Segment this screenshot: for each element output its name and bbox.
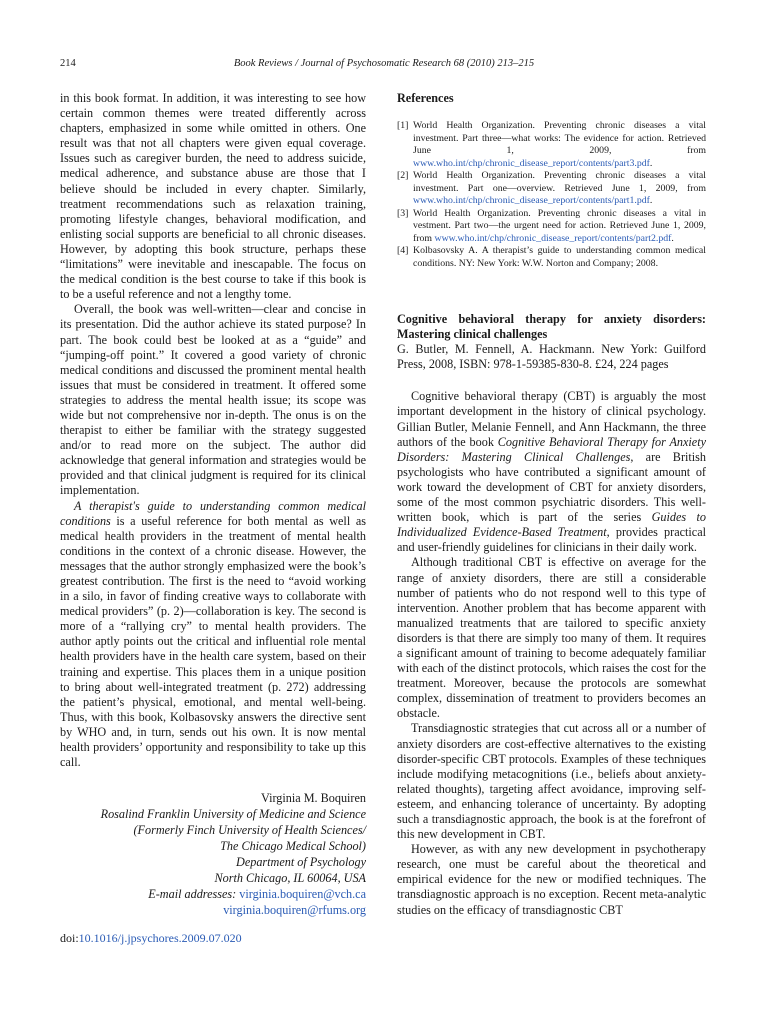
review-paragraph-1	[397, 389, 706, 555]
reference-number: [1]	[397, 120, 409, 131]
running-head: Book Reviews / Journal of Psychosomatic Research 68 (2010) 213–215	[233, 58, 535, 69]
review-paragraph-3: Transdiagnostic strategies that cut across all or a number of anxiety disorders are cost-effective alternatives to the existing disorder-specific CBT protocols. Examples of these techniques include modifying metacognitions (i.e., beliefs about anxiety-related thoughts), targeting affect avoidance, improving self-esteem, and enhancing tolerance of uncertainty. By adopting such a transdiagnostic approach, the book is at the forefront of this new development in CBT.	[397, 721, 706, 842]
reference-item	[397, 120, 706, 170]
review-p1-text-b: , are British psychologists who have contributed a significant amount of work toward the development of CBT for anxiety disorders, some of the most common psychiatric disorders. This well-written book, which is part of the series	[397, 449, 706, 525]
affiliation-line-2: (Formerly Finch University of Health Sciences/	[133, 823, 366, 838]
reference-text: World Health Organization. Preventing chronic diseases a vital in vestment. Part two—the urgent need for action. Retrieved June 1, 2009, from	[413, 207, 706, 244]
department: Department of Psychology	[236, 855, 366, 870]
author-name: Virginia M. Boquiren	[261, 791, 366, 806]
book-title: A therapist's guide to understanding common medical conditions	[60, 498, 366, 528]
reference-end: .	[649, 157, 653, 169]
doi-label: doi:	[60, 931, 79, 946]
paragraph-1: in this book format. In addition, it was interesting to see how certain common themes were treated differently across chapters, emphasized in some while omitted in others. One result was that not all chapters were given equal coverage. Issues such as caregiver burden, the need to address suicide, medical adherence, and substance abuse are those that I believe should be included in every chapter. Similarly, treatment recommendations such as relaxation training, promoting lifestyle changes, behavioral modification, and enlisting social supports are beneficial to all chronic diseases. However, by adopting this book structure, perhaps these “limitations” were inevitable and inescapable. The focus on the medical condition is the best course to take if this book is to be a useful reference and not a lengthy tome.	[60, 91, 366, 302]
reference-link[interactable]: www.who.int/chp/chronic_disease_report/contents/part3.pdf	[413, 157, 650, 169]
reference-end: .	[649, 195, 653, 206]
reference-item	[397, 245, 706, 270]
paragraph-2: Overall, the book was well-written—clear and concise in its presentation. Did the author achieve its stated purpose? In part. The book could best be looked at as a “guide” and “jumping-off point.” It covered a good variety of chronic medical conditions and discussed the prominent mental health issues that must be considered in treatment. It offered some strategies to address the mental health issue; its scope was wide but not comprehensive nor in-depth. The onus is on the therapist to either be familiar with the strategy suggested and/or to read more on the subject. The author did acknowledge that general information and strategies would be provided and that clinical judgment is required for its clinical implementation.	[60, 302, 366, 498]
email-line-2	[60, 902, 366, 918]
reference-link[interactable]: www.who.int/chp/chronic_disease_report/contents/part2.pdf	[434, 232, 672, 244]
signature-block	[60, 790, 366, 918]
affiliation-line-1: Rosalind Franklin University of Medicine and Science	[100, 807, 366, 822]
email-line-1	[60, 886, 366, 902]
paragraph-3-text: is a useful reference for both mental as well as medical health providers in the treatment of mental health conditions in the context of a chronic disease. However, the messages that the author strongly emphasized were the book’s greatest contribution. The first is the need to “avoid working in a silo, in favor of finding creative ways to collaborate with medical providers” (p. 2)—collaboration is key. The second is more of a “rallying cry” to mental health providers. The author aptly points out the critical and influential role mental health providers have in the health care system, based on their training and expertise. This places them in a unique position to bring about well-integrated treatment (p. 272) addressing the patient’s physical, emotional, and mental well-being. Thus, with this book, Kolbasovsky answers the directive sent by WHO and, in turn, sends out his own. It is now mental health providers’ opportunity and responsibility to take up this call.	[60, 513, 366, 770]
city: North Chicago, IL 60064, USA	[214, 871, 366, 886]
reviewed-book-title: Cognitive Behavioral Therapy for Anxiety Disorders: Mastering Clinical Challenges	[397, 434, 706, 464]
page-header	[60, 58, 708, 74]
left-column	[60, 91, 366, 946]
article-meta: G. Butler, M. Fennell, A. Hackmann. New York: Guilford Press, 2008, ISBN: 978-1-59385-830-8. £24, 224 pages	[397, 342, 706, 372]
series-title: Guides to Individualized Evidence-Based Treatment	[397, 510, 706, 540]
reference-text: World Health Organization. Preventing chronic diseases a vital investment. Part one—overview. Retrieved June 1, 2009, from	[413, 170, 706, 194]
reference-text: Kolbasovsky A. A therapist’s guide to understanding common medical conditions. NY: New York: W.W. Norton and Company; 2008.	[413, 245, 706, 269]
reference-end: .	[671, 232, 674, 244]
reference-item	[397, 208, 706, 246]
review-p1-text-a: Cognitive behavioral therapy (CBT) is arguably the most important development in the history of clinical psychology. Gillian Butler, Melanie Fennell, and Ann Hackmann, the three authors of the book	[397, 389, 706, 449]
review-p1-text-c: , provides practical and user-friendly guidelines for clinicians in their daily work.	[397, 525, 707, 555]
review-paragraph-4: However, as with any new development in psychotherapy research, one must be careful about the theoretical and empirical evidence for the new or modified techniques. The transdiagnostic approach is no exception. Recent meta-analytic studies on the efficacy of transdiagnostic CBT	[397, 842, 706, 917]
article-title: Cognitive behavioral therapy for anxiety disorders: Mastering clinical challenges	[397, 312, 706, 342]
doi-line	[60, 931, 366, 946]
email-link-1[interactable]: virginia.boquiren@vch.ca	[239, 887, 366, 902]
reference-text: World Health Organization. Preventing chronic diseases a vital investment. Part three—what works: The evidence for action. Retrieved June 1, 2009, from	[413, 120, 706, 156]
email-link-2[interactable]: virginia.boquiren@rfums.org	[223, 903, 366, 918]
right-column	[397, 91, 706, 918]
paragraph-3	[60, 499, 366, 771]
email-label: E-mail addresses:	[148, 887, 237, 902]
review-paragraph-2: Although traditional CBT is effective on average for the range of anxiety disorders, there are still a considerable number of patients who do not respond well to this type of intervention. Another problem that has become apparent with manualized treatments that are tailored to specific anxiety disorders is that there are simply too many of them. It requires a significant amount of training to become adequately familiar with each of the distinct protocols, which raises the cost for the treatment. Moreover, because the protocols are somewhat complex, dissemination of treatment to providers becomes an obstacle.	[397, 555, 706, 721]
references-heading: References	[397, 91, 454, 105]
reference-number: [3]	[397, 207, 409, 219]
reference-link[interactable]: www.who.int/chp/chronic_disease_report/contents/part1.pdf	[413, 195, 650, 206]
affiliation-line-3: The Chicago Medical School)	[220, 839, 366, 854]
reference-item	[397, 170, 706, 208]
reference-number: [2]	[397, 170, 409, 181]
doi-link[interactable]: 10.1016/j.jpsychores.2009.07.020	[78, 931, 242, 946]
reference-number: [4]	[397, 245, 409, 256]
page-number: 214	[60, 58, 76, 69]
